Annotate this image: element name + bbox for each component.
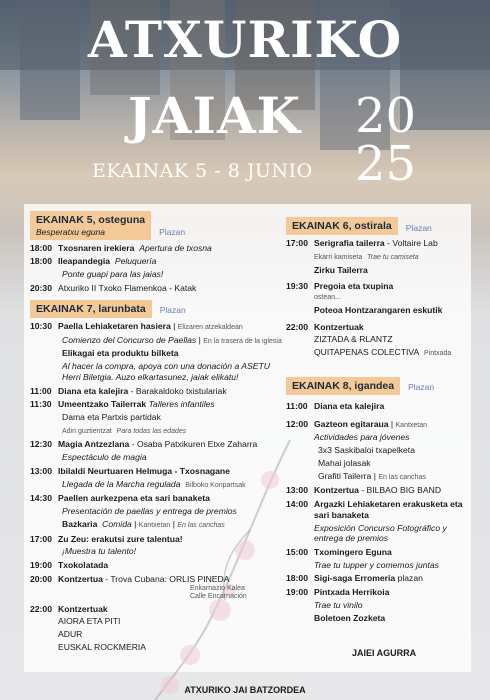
event-time: 22:00: [30, 603, 52, 614]
event-title: Txosnaren irekiera: [58, 242, 135, 253]
year-top: 20: [355, 88, 417, 144]
event-time: 13:00: [286, 485, 308, 496]
event-title: Ileapandegia: [58, 256, 111, 267]
poteoa-title: Poteoa Hontzarangaren eskutik: [314, 304, 443, 315]
event-detail: - BILBAO BIG BAND: [358, 485, 442, 496]
event-row: [286, 401, 476, 412]
event-location: Enkarnazio Kalea: [190, 584, 245, 592]
event-row: 10:30 Paella Lehiaketaren hasiera | Elizaren atzekaldean: [30, 320, 243, 331]
event-note-es: Trae tu camiseta: [367, 253, 419, 261]
event-row: [286, 485, 476, 496]
event-title: Paellen aurkezpena eta sari banaketa: [58, 493, 210, 504]
event-title-es: Espectáculo de magia: [62, 452, 147, 463]
event-row: [286, 573, 476, 584]
event-title-es: Comienzo del Concurso de Paellas: [62, 334, 197, 345]
event-subline: Mahai jolasak: [318, 457, 371, 468]
event-title: Ibilaldi Neurtuaren Helmuga - Txosnagane: [58, 465, 230, 476]
event-title: Kontzertua: [314, 485, 359, 496]
event-row: [30, 574, 285, 585]
slogan: JAIEI AGURRA: [352, 648, 417, 658]
band-note: Pintxada: [424, 350, 452, 358]
day6-place: Plazan: [405, 222, 432, 233]
event-row: [30, 243, 285, 254]
event-row: [30, 534, 285, 545]
event-detail: - Trova Cubana: ORLIS PINEDA: [102, 573, 230, 584]
event-row: [286, 281, 476, 292]
day6-box: [286, 217, 398, 235]
boletoen-title: Boletoen Zozketa: [314, 612, 386, 623]
event-detail: plazan: [395, 573, 423, 584]
event-title-es: Llegada de la Marcha regulada: [62, 478, 181, 489]
event-note-es: Para todas las edades: [116, 427, 187, 435]
event-title: Sigi-saga Erromeria: [314, 573, 396, 584]
event-title: Argazki Lehiaketaren erakusketa eta sari banaketa: [314, 499, 463, 520]
event-note: ostean...: [314, 294, 341, 302]
title-atxuriko: ATXURIKO: [87, 10, 403, 69]
event-time: 19:30: [286, 281, 308, 292]
event-title: Zu Zeu: erakutsi zure talentua!: [58, 533, 183, 544]
event-time: 19:00: [286, 587, 308, 598]
event-time: 12:00: [286, 418, 308, 429]
event-row: 12:00 Gazteon egitaraua | Kantxetan: [286, 418, 428, 429]
event-location-es: En las canchas: [378, 473, 426, 481]
event-time: 10:30: [30, 320, 52, 331]
event-row: [286, 322, 476, 333]
day7-title: EKAINAK 7, larunbata: [36, 302, 146, 315]
event-time: 20:30: [30, 282, 52, 293]
event-row: [286, 547, 476, 558]
event-location: Kantxetan: [395, 421, 428, 429]
year-bottom: 25: [355, 136, 417, 192]
event-row: [30, 466, 285, 477]
organizer: ATXURIKO JAI BATZORDEA: [184, 685, 306, 695]
event-time: 14:30: [30, 493, 52, 504]
event-title-es: Trae tu vinilo: [314, 599, 363, 610]
bazkaria-location-es: En las canchas: [177, 521, 225, 529]
event-time: 14:00: [286, 499, 308, 510]
event-title: Txokolatada: [58, 560, 109, 571]
event-title-es: Actividades para jóvenes: [314, 432, 410, 443]
title-jaiak: JAIAK: [128, 86, 302, 145]
day8-box: [286, 377, 400, 395]
event-time: 15:00: [286, 547, 308, 558]
event-time: 12:30: [30, 439, 52, 450]
event-title-es: ¡Muestra tu talento!: [62, 546, 137, 557]
event-location-es: Calle Encarnación: [190, 592, 247, 600]
event-row: [286, 238, 476, 249]
event-row: [30, 439, 285, 450]
event-row: [30, 560, 285, 571]
bilketa-description: Al hacer la compra, apoya con una donación a ASETU Herri Biletgia. Auzo elkartasunez, jaiak elikatu!: [62, 361, 270, 382]
left-column: EKAINAK 5, osteguna Besperatxu eguna Plazan 18:00 Txosnaren irekiera Apertura de txosna 18:00 Ileapandegia Peluquería Ponte guapi para las jaias! 20:30 Atxuriko II Txoko Flamenkoa - Katak EKAINAK 7, larunbata Plazan 10:30 Paella Lehiaketaren hasiera | Elizaren atzekaldean Comienzo del Concurso de Paellas | En la trasera de la iglesia Elikagai eta produktu bilketa Al hacer la compra, apoya con una donación a ASETU Herri Biletgia. Auzo elkartasunez, jaiak elikatu! 11:00 Diana eta kalejira - Barakaldoko txistulariak 11:30 Umeentzako Tailerrak Talleres infantiles Dama eta Partxis partidak Adin guztientzat Para todas las edades 12:30 Magia Antzezlana - Osaba Patxikuren Etxe Zaharra Espectáculo de magia 13:00 Ibilaldi Neurtuaren Helmuga - Txosnagane Llegada de la Marcha regulada Bilboko Konpartsak 14:30 Paellen aurkezpena eta sari banaketa Presentación de paellas y entrega de premios Bazkaria Comida | Kantxetan | En las canchas 17:00 Zu Zeu: erakutsi zure talentua! ¡Muestra tu talento! 19:00 Txokolatada 20:00 Kontzertua - Trova Cubana: ORLIS PINEDA Enkarnazio Kalea Calle Encarnación 22:00 Kontzertuak AIORA ETA PITI ADUR EUSKAL ROCKMERIA: [30, 211, 285, 653]
day5-title: EKAINAK 5, osteguna: [36, 214, 146, 226]
event-time: 19:00: [30, 560, 52, 571]
event-title: Magia Antzezlana: [58, 439, 130, 450]
event-title-es: Peluquería: [114, 256, 157, 267]
event-title: Diana eta kalejira: [314, 400, 385, 411]
event-title: Kontzertuak: [314, 321, 364, 332]
day8-header: [286, 377, 476, 395]
event-detail: - Voltaire Lab: [384, 238, 438, 249]
event-title: Txomingero Eguna: [314, 547, 392, 558]
day8-title: EKAINAK 8, igandea: [292, 379, 395, 392]
day8-place: Plazan: [408, 382, 435, 393]
event-location-es: En la trasera de la iglesia: [203, 337, 282, 345]
day6-header: [286, 217, 476, 235]
right-column: EKAINAK 6, ostirala Plazan 17:00 Serigrafia tailerra - Voltaire Lab Ekarri kamiseta Trae tu camiseta Zirku Tailerra 19:30 Pregoia eta txupina ostean... Poteoa Hontzarangaren eskutik 22:00 Kontzertuak ZIZTADA & RLANTZ QUITAPENAS COLECTIVA Pintxada EKAINAK 8, igandea Plazan 11:00 Diana eta kalejira 12:00 Gazteon egitaraua | Kantxetan Actividades para jóvenes 3x3 Saskibaloi txapelketa Mahai jolasak Grafiti Tailerra | En las canchas 13:00 Kontzertua - BILBAO BIG BAND 14:00 Argazki Lehiaketaren erakusketa eta sari banaketa Exposición Concurso Fotográfico y entrega de premios 15:00 Txomingero Eguna Trae tu tupper y comemos juntas 18:00 Sigi-saga Erromeria plazan 19:00 Pintxada Herrikoia Trae tu vinilo Boletoen Zozketa: [286, 217, 476, 623]
event-time: 18:00: [30, 242, 52, 253]
event-title-es: Talleres infantiles: [148, 399, 215, 410]
event-note: Bilboko Konpartsak: [185, 481, 246, 489]
bazkaria-title: Bazkaria: [62, 518, 98, 529]
event-title: Pintxada Herrikoia: [314, 587, 390, 598]
event-row: [30, 256, 285, 267]
event-row: [30, 493, 285, 504]
event-title-es: Exposición Concurso Fotográfico y entrega de premios: [314, 522, 447, 544]
event-title-es: Apertura de txosna: [139, 242, 212, 253]
day7-header: [30, 300, 285, 318]
event-title: Paella Lehiaketaren hasiera: [58, 320, 171, 331]
event-time: 11:00: [30, 385, 52, 396]
event-time: 18:00: [30, 256, 52, 267]
event-title: Kontzertuak: [58, 603, 108, 614]
event-title: Umeentzako Tailerrak: [58, 399, 147, 410]
event-row: [286, 499, 476, 520]
event-title: Kontzertua: [58, 573, 103, 584]
event-title-es: Presentación de paellas y entrega de premios: [62, 506, 237, 517]
event-title-es: Trae tu tupper y comemos juntas: [314, 559, 439, 570]
day5-place: Plazan: [159, 227, 186, 238]
bazkaria-es: Comida: [102, 518, 132, 529]
event-title: Diana eta kalejira: [58, 385, 129, 396]
event-row: [30, 283, 285, 294]
event-subline: Grafiti Tailerra: [318, 470, 372, 481]
band-item: AIORA ETA PITI: [58, 616, 121, 627]
band-item: ZIZTADA & RLANTZ: [314, 334, 393, 345]
event-time: 11:00: [286, 400, 308, 411]
event-note: Ekarri kamiseta: [314, 253, 363, 261]
event-row: [30, 386, 285, 397]
event-subline: Dama eta Partxis partidak: [62, 411, 161, 422]
event-row: [30, 399, 285, 410]
event-time: 13:00: [30, 465, 52, 476]
event-detail: - Osaba Patxikuren Etxe Zaharra: [129, 439, 258, 450]
band-item: EUSKAL ROCKMERIA: [58, 641, 147, 652]
day7-box: [30, 300, 152, 318]
event-dates: EKAINAK 5 - 8 JUNIO: [92, 160, 313, 182]
event-time: 18:00: [286, 573, 308, 584]
event-subline: 3x3 Saskibaloi txapelketa: [318, 445, 415, 456]
event-title: Pregoia eta txupina: [314, 281, 394, 292]
event-note: Ponte guapi para las jaias!: [62, 269, 164, 280]
day5-box: [30, 211, 151, 240]
event-time: 20:00: [30, 573, 52, 584]
day5-header: [30, 211, 285, 240]
event-title: Gazteon egitaraua: [314, 418, 389, 429]
event-time: 17:00: [286, 238, 308, 249]
event-location: Elizaren atzekaldean: [177, 323, 243, 331]
event-time: 11:30: [30, 399, 52, 410]
day6-title: EKAINAK 6, ostirala: [292, 220, 392, 232]
zirku-title: Zirku Tailerra: [314, 264, 368, 275]
band-item: ADUR: [58, 629, 83, 640]
day7-place: Plazan: [159, 305, 186, 316]
event-row: [30, 604, 285, 615]
event-row: [286, 587, 476, 598]
event-time: 17:00: [30, 533, 52, 544]
event-title: Serigrafia tailerra: [314, 238, 385, 249]
band-item: QUITAPENAS COLECTIVA: [314, 347, 420, 358]
day5-subtitle: Besperatxu eguna: [36, 227, 105, 238]
bazkaria-location: Kantxetan: [138, 521, 171, 529]
event-note: Adin guztientzat: [62, 427, 112, 435]
event-time: 22:00: [286, 321, 308, 332]
bilketa-title: Elikagai eta produktu bilketa: [62, 348, 179, 359]
event-title: Atxuriko II Txoko Flamenkoa - Katak: [58, 282, 197, 293]
event-detail: - Barakaldoko txistulariak: [128, 385, 227, 396]
